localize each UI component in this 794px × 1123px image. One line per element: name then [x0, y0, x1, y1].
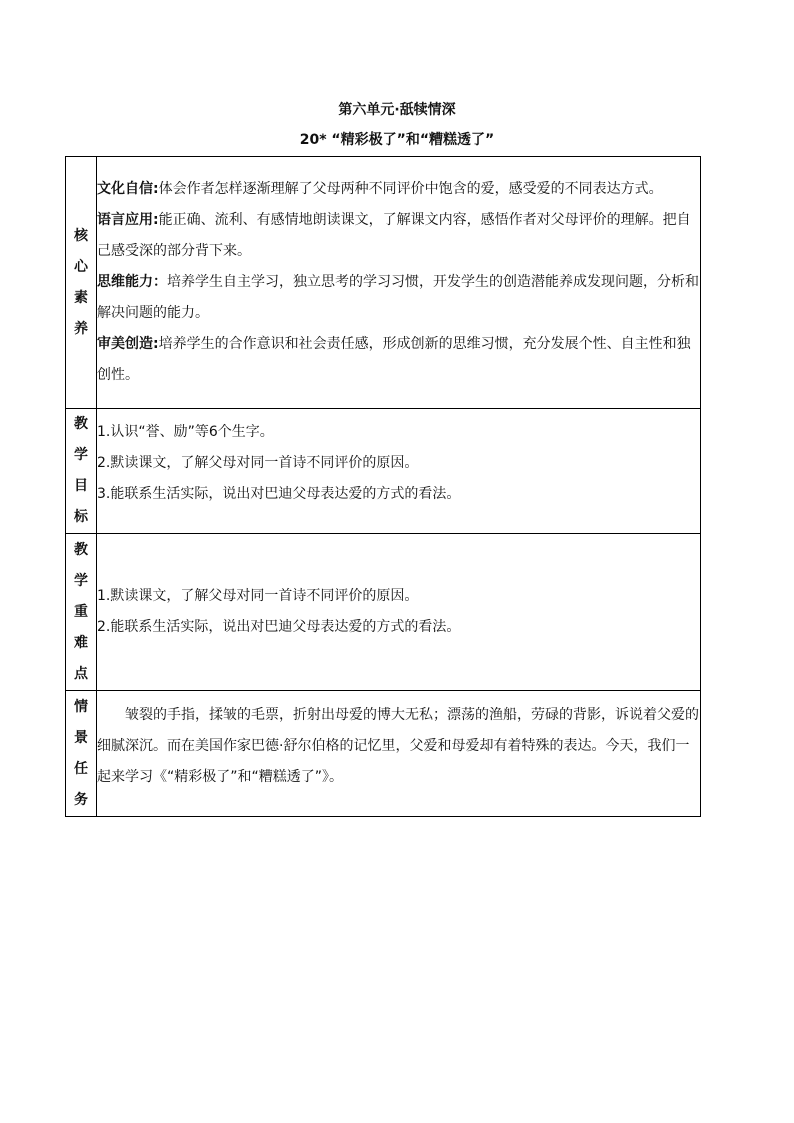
- teaching-goals-label: [66, 409, 97, 534]
- teaching-goals-row: [66, 409, 701, 534]
- literacy-item-aesthetic: [97, 329, 700, 391]
- key-points-row: [66, 534, 701, 691]
- label-char: 心: [74, 258, 88, 275]
- label-char: 养: [74, 320, 88, 337]
- scenario-task-label: [66, 691, 97, 817]
- label-char: 目: [74, 478, 88, 494]
- literacy-key: 思维能力：: [97, 274, 167, 290]
- label-char: 点: [74, 665, 88, 682]
- label-char: 教: [74, 416, 88, 432]
- label-char: 任: [74, 760, 88, 777]
- core-literacy-row: [66, 157, 701, 409]
- literacy-text: 培养学生的合作意识和社会责任感，形成创新的思维习惯，充分发展个性、自主性和独创性。: [97, 336, 691, 383]
- label-char: 难: [74, 634, 88, 651]
- literacy-item-cultural: [97, 174, 700, 205]
- teaching-goals-content: [97, 409, 701, 534]
- literacy-item-language: [97, 205, 700, 267]
- lesson-title: 20* “精彩极了”和“糟糕透了”: [299, 132, 495, 148]
- literacy-key: 审美创造:: [97, 336, 159, 352]
- literacy-text: 培养学生自主学习，独立思考的学习习惯，开发学生的创造潜能养成发现问题，分析和解决问题的能力。: [97, 274, 699, 321]
- goal-item: 2.默读课文，了解父母对同一首诗不同评价的原因。: [97, 454, 419, 471]
- label-char: 学: [74, 572, 88, 589]
- label-char: 教: [74, 541, 88, 558]
- goal-item: 3.能联系生活实际，说出对巴迪父母表达爱的方式的看法。: [97, 485, 461, 502]
- literacy-key: 文化自信:: [97, 181, 159, 197]
- literacy-text: 能正确、流利、有感情地朗读课文，了解课文内容，感悟作者对父母评价的理解。把自己感受深的部分背下来。: [97, 212, 691, 259]
- label-char: 学: [74, 447, 88, 463]
- key-points-label: [66, 534, 97, 691]
- lesson-plan-table: [65, 156, 701, 817]
- core-literacy-label: [66, 157, 97, 409]
- key-point-item: 1.默读课文，了解父母对同一首诗不同评价的原因。: [97, 588, 419, 604]
- literacy-key: 语言应用:: [97, 212, 159, 228]
- literacy-text: 体会作者怎样逐渐理解了父母两种不同评价中饱含的爱，感受爱的不同表达方式。: [158, 181, 663, 197]
- unit-title: 第六单元·舐犊情深: [338, 102, 456, 118]
- scenario-text: 皱裂的手指，揉皱的毛票，折射出母爱的博大无私；漂荡的渔船，劳碌的背影，诉说着父爱的细腻深沉。而在美国作家巴德·舒尔伯格的记忆里，父爱和母爱却有着特殊的表达。今天，我们一起来学习《“精彩极了”和“糟糕透了”》。: [97, 707, 699, 785]
- label-char: 核: [74, 227, 88, 244]
- label-char: 素: [74, 289, 88, 306]
- label-char: 务: [74, 791, 88, 808]
- literacy-item-thinking: [97, 267, 700, 329]
- key-point-item: 2.能联系生活实际，说出对巴迪父母表达爱的方式的看法。: [97, 619, 461, 635]
- label-char: 重: [74, 603, 88, 620]
- label-char: 标: [74, 509, 88, 525]
- scenario-task-content: [97, 691, 701, 817]
- label-char: 景: [74, 729, 88, 746]
- key-points-content: [97, 534, 701, 691]
- core-literacy-content: [97, 157, 701, 409]
- goal-item: 1.认识“誉、励”等6个生字。: [97, 423, 274, 440]
- scenario-task-row: [66, 691, 701, 817]
- label-char: 情: [74, 698, 88, 715]
